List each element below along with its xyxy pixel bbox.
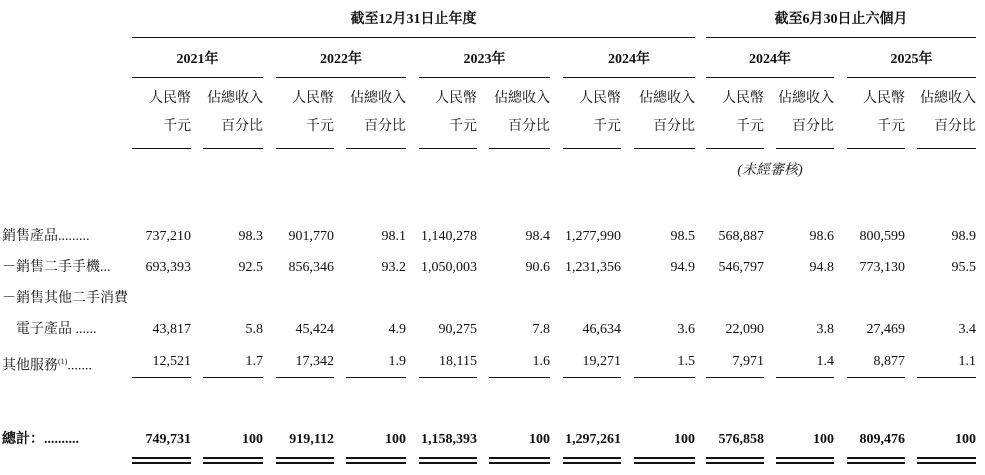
period-header-year-rule: [132, 37, 695, 38]
col-unit-pct: 百分比: [653, 119, 695, 134]
footnote-marker: (1): [58, 357, 68, 366]
cell-value: 46,634: [582, 322, 621, 337]
year-header-2023: 2023年: [463, 52, 506, 67]
cell-value: 1,140,278: [421, 229, 477, 244]
cell-value: 800,599: [859, 229, 905, 244]
col-rule: [563, 148, 621, 149]
col-label-rmb: 人民幣: [579, 91, 621, 106]
cell-value: 5.8: [245, 322, 263, 337]
cell-value: 1,050,003: [421, 260, 477, 275]
cell-value: 45,424: [295, 322, 334, 337]
total-value: 100: [385, 432, 406, 447]
row-label-product-sales: 銷售產品.........: [2, 229, 90, 244]
total-value: 100: [529, 432, 550, 447]
col-rule: [634, 148, 695, 149]
cell-value: 90.6: [525, 260, 550, 275]
total-value: 1,158,393: [421, 432, 477, 447]
cell-value: 90,275: [438, 322, 477, 337]
cell-value: 3.6: [677, 322, 695, 337]
row-label-total: 總計：..........: [2, 432, 79, 447]
total-value: 749,731: [145, 432, 191, 447]
total-value: 1,297,261: [565, 432, 621, 447]
year-rule-2025h1: [847, 77, 976, 78]
col-unit-rmb: 千元: [449, 119, 477, 134]
col-unit-pct: 百分比: [508, 119, 550, 134]
total-double-rule: [203, 462, 263, 464]
col-label-pct: 佔總收入: [350, 91, 406, 106]
cell-value: 19,271: [582, 354, 621, 369]
col-rule: [776, 148, 834, 149]
unaudited-note: (未經審核): [737, 163, 803, 178]
total-value: 809,476: [859, 432, 905, 447]
cell-value: 1.6: [532, 354, 550, 369]
cell-value: 737,210: [145, 229, 191, 244]
period-header-half: 截至6月30日止六個月: [774, 12, 908, 27]
subtotal-rule: [346, 377, 406, 378]
total-double-rule: [706, 462, 764, 464]
cell-value: 94.9: [670, 260, 695, 275]
col-rule: [917, 148, 976, 149]
total-value: 919,112: [289, 432, 334, 447]
total-value: 576,858: [718, 432, 764, 447]
cell-value: 1.7: [245, 354, 263, 369]
subtotal-rule: [563, 377, 621, 378]
year-rule-2023: [419, 77, 550, 78]
year-rule-2021: [132, 77, 263, 78]
cell-value: 856,346: [288, 260, 334, 275]
col-rule: [276, 148, 334, 149]
col-unit-rmb: 千元: [593, 119, 621, 134]
cell-value: 17,342: [295, 354, 334, 369]
cell-value: 95.5: [951, 260, 976, 275]
subtotal-rule: [776, 377, 834, 378]
cell-value: 1.1: [958, 354, 976, 369]
total-double-rule: [634, 457, 695, 459]
col-rule: [419, 148, 477, 149]
total-double-rule: [132, 457, 191, 459]
cell-value: 27,469: [866, 322, 905, 337]
col-rule: [346, 148, 406, 149]
other-services-dots: .......: [67, 358, 92, 374]
total-value: 100: [242, 432, 263, 447]
col-label-rmb: 人民幣: [292, 91, 334, 106]
col-rule: [203, 148, 263, 149]
year-header-2025h1: 2025年: [890, 52, 933, 67]
year-header-2024: 2024年: [608, 52, 650, 67]
cell-value: 98.3: [238, 229, 263, 244]
total-value: 100: [955, 432, 976, 447]
cell-value: 92.5: [238, 260, 263, 275]
cell-value: 12,521: [152, 354, 191, 369]
cell-value: 3.8: [816, 322, 834, 337]
col-unit-rmb: 千元: [306, 119, 334, 134]
cell-value: 1.9: [388, 354, 406, 369]
year-header-2021: 2021年: [176, 52, 219, 67]
cell-value: 1.5: [677, 354, 695, 369]
total-value: 100: [813, 432, 834, 447]
subtotal-rule: [847, 377, 905, 378]
cell-value: 1,277,990: [565, 229, 621, 244]
total-double-rule: [917, 462, 976, 464]
cell-value: 546,797: [718, 260, 764, 275]
cell-value: 98.9: [951, 229, 976, 244]
subtotal-rule: [419, 377, 477, 378]
cell-value: 98.6: [809, 229, 834, 244]
total-double-rule: [563, 462, 621, 464]
cell-value: 22,090: [725, 322, 764, 337]
year-rule-2024: [563, 77, 695, 78]
year-header-2024h1: 2024年: [749, 52, 791, 67]
col-label-pct: 佔總收入: [639, 91, 695, 106]
row-label-used-phones: －銷售二手手機...: [2, 260, 111, 275]
total-double-rule: [276, 457, 334, 459]
col-label-rmb: 人民幣: [722, 91, 764, 106]
col-rule: [489, 148, 550, 149]
row-label-electronics: 電子產品 ......: [16, 322, 97, 337]
subtotal-rule: [203, 377, 263, 378]
year-header-2022: 2022年: [320, 52, 362, 67]
col-rule: [132, 148, 191, 149]
col-label-pct: 佔總收入: [494, 91, 550, 106]
cell-value: 693,393: [145, 260, 191, 275]
total-double-rule: [276, 462, 334, 464]
cell-value: 1.4: [816, 354, 834, 369]
col-unit-rmb: 千元: [736, 119, 764, 134]
cell-value: 3.4: [958, 322, 976, 337]
subtotal-rule: [489, 377, 550, 378]
col-label-pct: 佔總收入: [207, 91, 263, 106]
total-double-rule: [419, 462, 477, 464]
total-double-rule: [706, 457, 764, 459]
cell-value: 93.2: [381, 260, 406, 275]
other-services-text: 其他服務: [2, 358, 58, 374]
col-unit-pct: 百分比: [934, 119, 976, 134]
subtotal-rule: [706, 377, 764, 378]
cell-value: 4.9: [388, 322, 406, 337]
col-unit-pct: 百分比: [221, 119, 263, 134]
subtotal-rule: [917, 377, 976, 378]
year-rule-2024h1: [706, 77, 834, 78]
row-label-other-used-devices: －銷售其他二手消費: [2, 291, 128, 306]
subtotal-rule: [132, 377, 191, 378]
col-label-rmb: 人民幣: [149, 91, 191, 106]
total-double-rule: [634, 462, 695, 464]
subtotal-rule: [634, 377, 695, 378]
total-value: 100: [674, 432, 695, 447]
cell-value: 43,817: [152, 322, 191, 337]
total-double-rule: [203, 457, 263, 459]
cell-value: 94.8: [809, 260, 834, 275]
col-unit-rmb: 千元: [877, 119, 905, 134]
row-label-other-services: [2, 354, 92, 375]
total-double-rule: [917, 457, 976, 459]
cell-value: 7,971: [732, 354, 764, 369]
total-double-rule: [132, 462, 191, 464]
col-label-rmb: 人民幣: [435, 91, 477, 106]
col-rule: [706, 148, 764, 149]
total-double-rule: [489, 462, 550, 464]
total-double-rule: [489, 457, 550, 459]
col-unit-rmb: 千元: [163, 119, 191, 134]
period-header-half-rule: [706, 37, 976, 38]
total-double-rule: [776, 457, 834, 459]
cell-value: 8,877: [873, 354, 905, 369]
total-double-rule: [346, 457, 406, 459]
cell-value: 901,770: [288, 229, 334, 244]
total-double-rule: [847, 462, 905, 464]
col-label-pct: 佔總收入: [920, 91, 976, 106]
col-label-pct: 佔總收入: [778, 91, 834, 106]
cell-value: 1,231,356: [565, 260, 621, 275]
total-double-rule: [847, 457, 905, 459]
cell-value: 98.4: [525, 229, 550, 244]
total-double-rule: [419, 457, 477, 459]
total-double-rule: [563, 457, 621, 459]
cell-value: 568,887: [718, 229, 764, 244]
cell-value: 773,130: [859, 260, 905, 275]
total-double-rule: [776, 462, 834, 464]
col-label-rmb: 人民幣: [863, 91, 905, 106]
col-unit-pct: 百分比: [792, 119, 834, 134]
period-header-year: 截至12月31日止年度: [350, 12, 477, 27]
cell-value: 7.8: [532, 322, 550, 337]
cell-value: 98.5: [670, 229, 695, 244]
total-double-rule: [346, 462, 406, 464]
col-rule: [847, 148, 905, 149]
subtotal-rule: [276, 377, 334, 378]
col-unit-pct: 百分比: [364, 119, 406, 134]
cell-value: 18,115: [439, 354, 477, 369]
year-rule-2022: [276, 77, 406, 78]
cell-value: 98.1: [381, 229, 406, 244]
